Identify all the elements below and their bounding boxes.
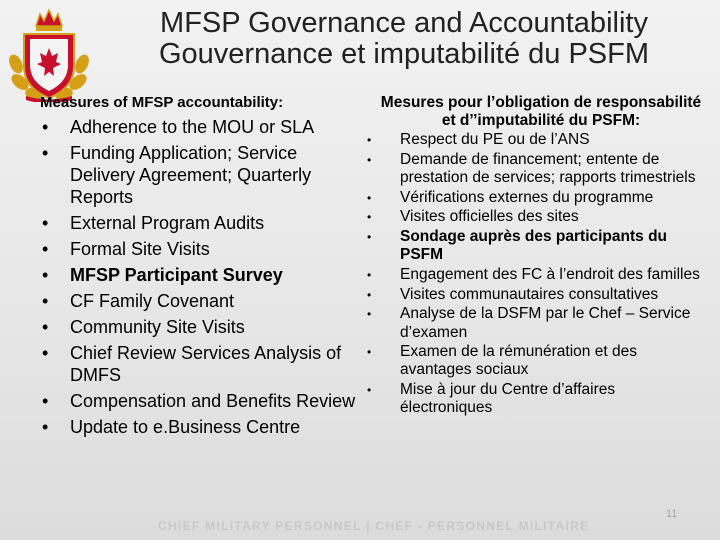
list-item bbox=[40, 416, 360, 438]
french-heading: Mesures pour l’obligation de responsabilité et d’’imputabilité du PSFM: bbox=[380, 94, 702, 129]
list-item bbox=[362, 131, 702, 149]
list-item bbox=[362, 208, 702, 226]
list-item-text: CF Family Covenant bbox=[70, 291, 235, 311]
list-item-text: Mise à jour du Centre d’affaires électroniques bbox=[400, 381, 616, 417]
bullet-icon: • bbox=[367, 133, 372, 147]
list-item-text: Sondage auprès des participants du PSFM bbox=[400, 228, 668, 264]
list-item bbox=[362, 286, 702, 304]
list-item bbox=[362, 266, 702, 284]
list-item-text: Chief Review Services Analysis of DMFS bbox=[70, 343, 342, 385]
bullet-icon: • bbox=[42, 117, 49, 137]
bullet-icon: • bbox=[367, 210, 372, 225]
list-item-text: External Program Audits bbox=[70, 213, 265, 233]
list-item bbox=[40, 290, 360, 312]
french-list bbox=[362, 131, 702, 418]
list-item-text: Formal Site Visits bbox=[70, 239, 210, 259]
bullet-icon: • bbox=[367, 267, 372, 282]
list-item-text: Analyse de la DSFM par le Chef – Service d’examen bbox=[400, 305, 691, 341]
english-column bbox=[40, 94, 360, 442]
list-item bbox=[40, 316, 360, 338]
list-item-text: Funding Application; Service Delivery Agreement; Quarterly Reports bbox=[70, 143, 312, 207]
list-item-text: Demande de financement; entente de prestation de services; rapports trimestriels bbox=[400, 150, 696, 186]
title-block bbox=[96, 8, 712, 70]
list-item-text: Respect du PE ou de l’ANS bbox=[400, 131, 590, 148]
list-item-text: Engagement des FC à l’endroit des familles bbox=[400, 265, 700, 283]
bullet-icon: • bbox=[42, 291, 49, 311]
bullet-icon: • bbox=[42, 239, 49, 259]
title-french: Gouvernance et imputabilité du PSFM bbox=[158, 38, 650, 70]
english-heading: Measures of MFSP accountability: bbox=[40, 94, 284, 111]
list-item bbox=[40, 238, 360, 260]
list-item bbox=[40, 116, 360, 138]
bullet-icon: • bbox=[367, 152, 372, 167]
bullet-icon: • bbox=[42, 317, 49, 337]
bullet-icon: • bbox=[42, 213, 49, 233]
crest-icon bbox=[6, 4, 92, 102]
list-item bbox=[40, 342, 360, 386]
list-item-text: Adherence to the MOU or SLA bbox=[70, 117, 315, 137]
list-item-text: Compensation and Benefits Review bbox=[70, 391, 356, 411]
bullet-icon: • bbox=[42, 143, 49, 163]
list-item bbox=[40, 212, 360, 234]
list-item bbox=[40, 142, 360, 208]
bullet-icon: • bbox=[367, 307, 372, 322]
list-item-text: Visites officielles des sites bbox=[400, 208, 579, 226]
list-item bbox=[362, 151, 702, 187]
bullet-icon: • bbox=[367, 230, 372, 245]
list-item bbox=[362, 343, 702, 379]
list-item-text: MFSP Participant Survey bbox=[70, 265, 283, 285]
list-item-text: Vérifications externes du programme bbox=[400, 188, 654, 206]
title-english: MFSP Governance and Accountability bbox=[160, 7, 648, 39]
footer-text: CHIEF MILITARY PERSONNEL | CHEF - PERSONNEL MILITAIRE bbox=[158, 519, 590, 533]
list-item-text: Community Site Visits bbox=[70, 317, 245, 337]
list-item bbox=[362, 228, 702, 264]
bullet-icon: • bbox=[42, 343, 49, 363]
list-item bbox=[362, 305, 702, 341]
bullet-icon: • bbox=[42, 265, 49, 285]
list-item-text: Update to e.Business Centre bbox=[70, 417, 301, 437]
bullet-icon: • bbox=[367, 345, 372, 360]
list-item bbox=[362, 189, 702, 207]
list-item bbox=[362, 381, 702, 417]
list-item-text: Examen de la rémunération et des avantages sociaux bbox=[400, 343, 637, 379]
page-number: 11 bbox=[666, 508, 678, 520]
list-item-text: Visites communautaires consultatives bbox=[400, 285, 659, 303]
bullet-icon: • bbox=[42, 417, 49, 437]
list-item bbox=[40, 390, 360, 412]
list-item bbox=[40, 264, 360, 286]
english-list bbox=[40, 116, 360, 438]
bullet-icon: • bbox=[42, 391, 49, 411]
bullet-icon: • bbox=[367, 190, 372, 205]
bullet-icon: • bbox=[367, 383, 372, 398]
french-column bbox=[362, 94, 702, 419]
bullet-icon: • bbox=[367, 287, 372, 302]
